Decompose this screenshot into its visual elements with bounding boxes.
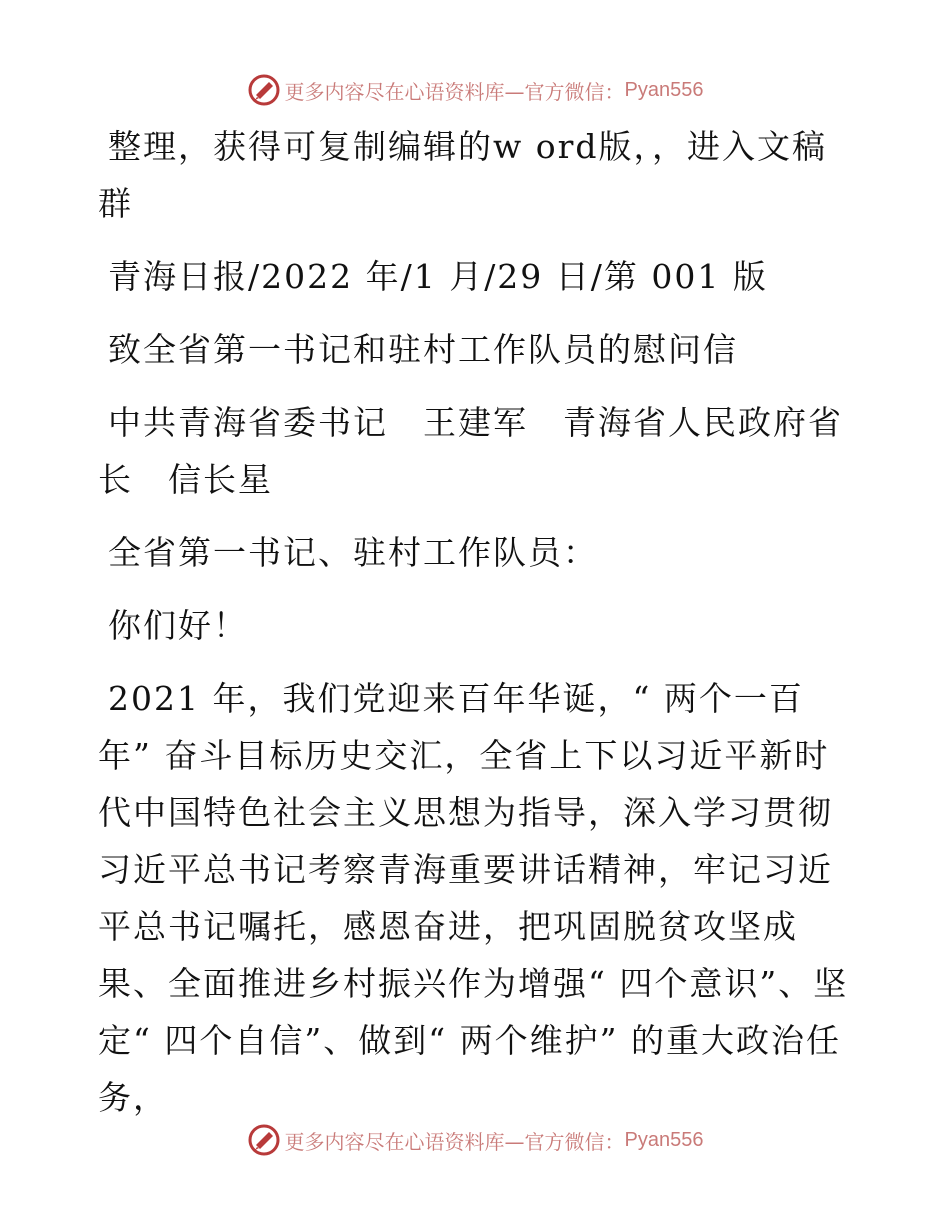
banner-wechat-id: Pyan556 (624, 78, 704, 101)
document-body (98, 118, 850, 1142)
brand-logo-icon (247, 1123, 281, 1157)
banner-text: 更多内容尽在心语资料库—官方微信： (284, 79, 625, 104)
footer-banner (0, 1120, 950, 1160)
brand-logo-icon (247, 73, 281, 107)
paragraph-authors: 中共青海省委书记 王建军 青海省人民政府省长 信长星 (98, 403, 843, 499)
paragraph-source: 青海日报/2022 年/1 月/29 日/第 001 版 (108, 257, 768, 296)
header-banner (0, 70, 950, 110)
paragraph-title: 致全省第一书记和驻村工作队员的慰问信 (108, 330, 738, 369)
paragraph-salutation: 全省第一书记、驻村工作队员： (108, 533, 598, 572)
banner-wechat-id: Pyan556 (624, 1128, 704, 1151)
banner-text: 更多内容尽在心语资料库—官方微信： (284, 1129, 625, 1154)
paragraph-body: 2021 年，我们党迎来百年华诞，“ 两个一百年” 奋斗目标历史交汇，全省上下以习近平新时代中国特色社会主义思想为指导，深入学习贯彻习近平总书记考察青海重要讲话精神，牢记习近平总书记嘱托，感恩奋进，把巩固脱贫攻坚成果、全面推进乡村振兴作为增强“ 四个意识”、坚定“ 四个自信”、做到“ 两个维护” 的重大政治任务， (98, 679, 849, 1117)
paragraph-greeting: 你们好！ (108, 606, 248, 645)
paragraph-note: 整理，获得可复制编辑的w ord版，，进入文稿群 (98, 127, 828, 223)
